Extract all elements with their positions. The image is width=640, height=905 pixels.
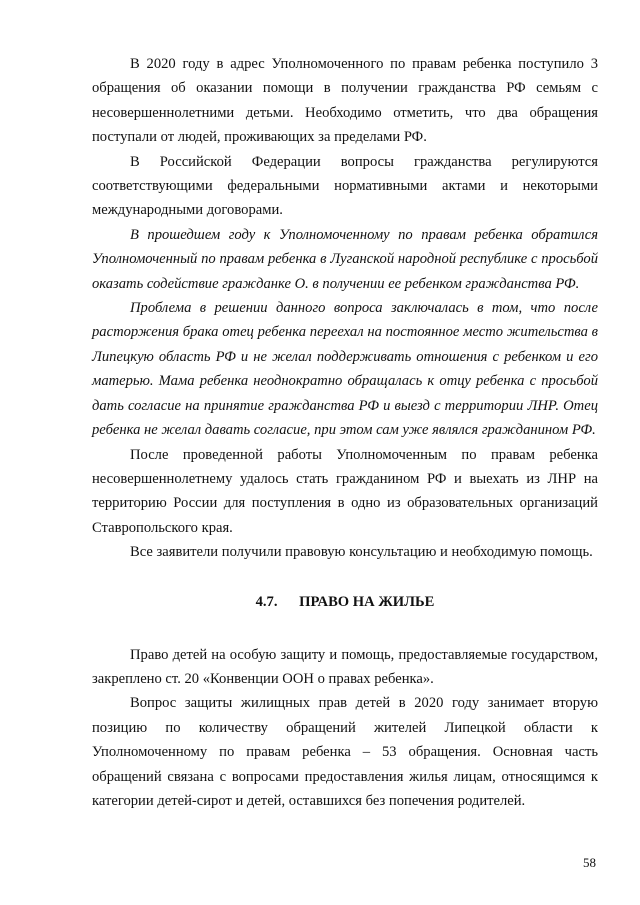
paragraph-summary: Все заявители получили правовую консультацию и необходимую помощь. [130, 544, 593, 561]
paragraph-case-problem: Проблема в решении данного вопроса заключалась в том, что после расторжения брака отец ребенка переехал на постоянное место жительства в Липецкую область РФ и не желал поддерживать отношения с ребенком и его матерью. Мама ребенка неоднократно обращалась к отцу ребенка с просьбой дать согласие на принятие гражданства РФ и выезд с территории ЛНР. Отец ребенка не желал давать согласие, при этом сам уже являлся гражданином РФ. [92, 300, 598, 439]
document-page [92, 52, 598, 813]
paragraph-housing-rights: Право детей на особую защиту и помощь, предоставляемые государством, закреплено ст. 20 «Конвенции ООН о правах ребенка». [92, 646, 598, 687]
page-number: 58 [583, 855, 596, 870]
paragraph-citizenship-regulation: В Российской Федерации вопросы гражданства регулируются соответствующими федеральными нормативными актами и некоторыми международными договорами. [92, 153, 598, 219]
paragraph-case-result: После проведенной работы Уполномоченным по правам ребенка несовершеннолетнему удалось стать гражданином РФ и выехать из ЛНР на территорию России для поступления в одно из образовательных организаций Ставропольского края. [92, 446, 598, 536]
section-number: 4.7. [255, 593, 278, 610]
paragraph-housing-appeals: Вопрос защиты жилищных прав детей в 2020 году занимает вторую позицию по количеству обращений жителей Липецкой области к Уполномоченному по правам ребенка – 53 обращения. Основная часть обращений связана с вопросами предоставления жилья лицам, относящимся к категории детей-сирот и детей, оставшихся без попечения родителей. [92, 695, 598, 809]
section-heading [92, 591, 598, 613]
section-title: ПРАВО НА ЖИЛЬЕ [299, 593, 435, 610]
paragraph-citizenship-appeals: В 2020 году в адрес Уполномоченного по правам ребенка поступило 3 обращения об оказании помощи в получении гражданства РФ семьям с несовершеннолетними детьми. Необходимо отметить, что два обращения поступали от людей, проживающих за пределами РФ. [92, 56, 598, 146]
paragraph-case-intro: В прошедшем году к Уполномоченному по правам ребенка обратился Уполномоченный по правам ребенка в Луганской народной республике с просьбой оказать содействие гражданке О. в получении ее ребенком гражданства РФ. [92, 226, 598, 292]
